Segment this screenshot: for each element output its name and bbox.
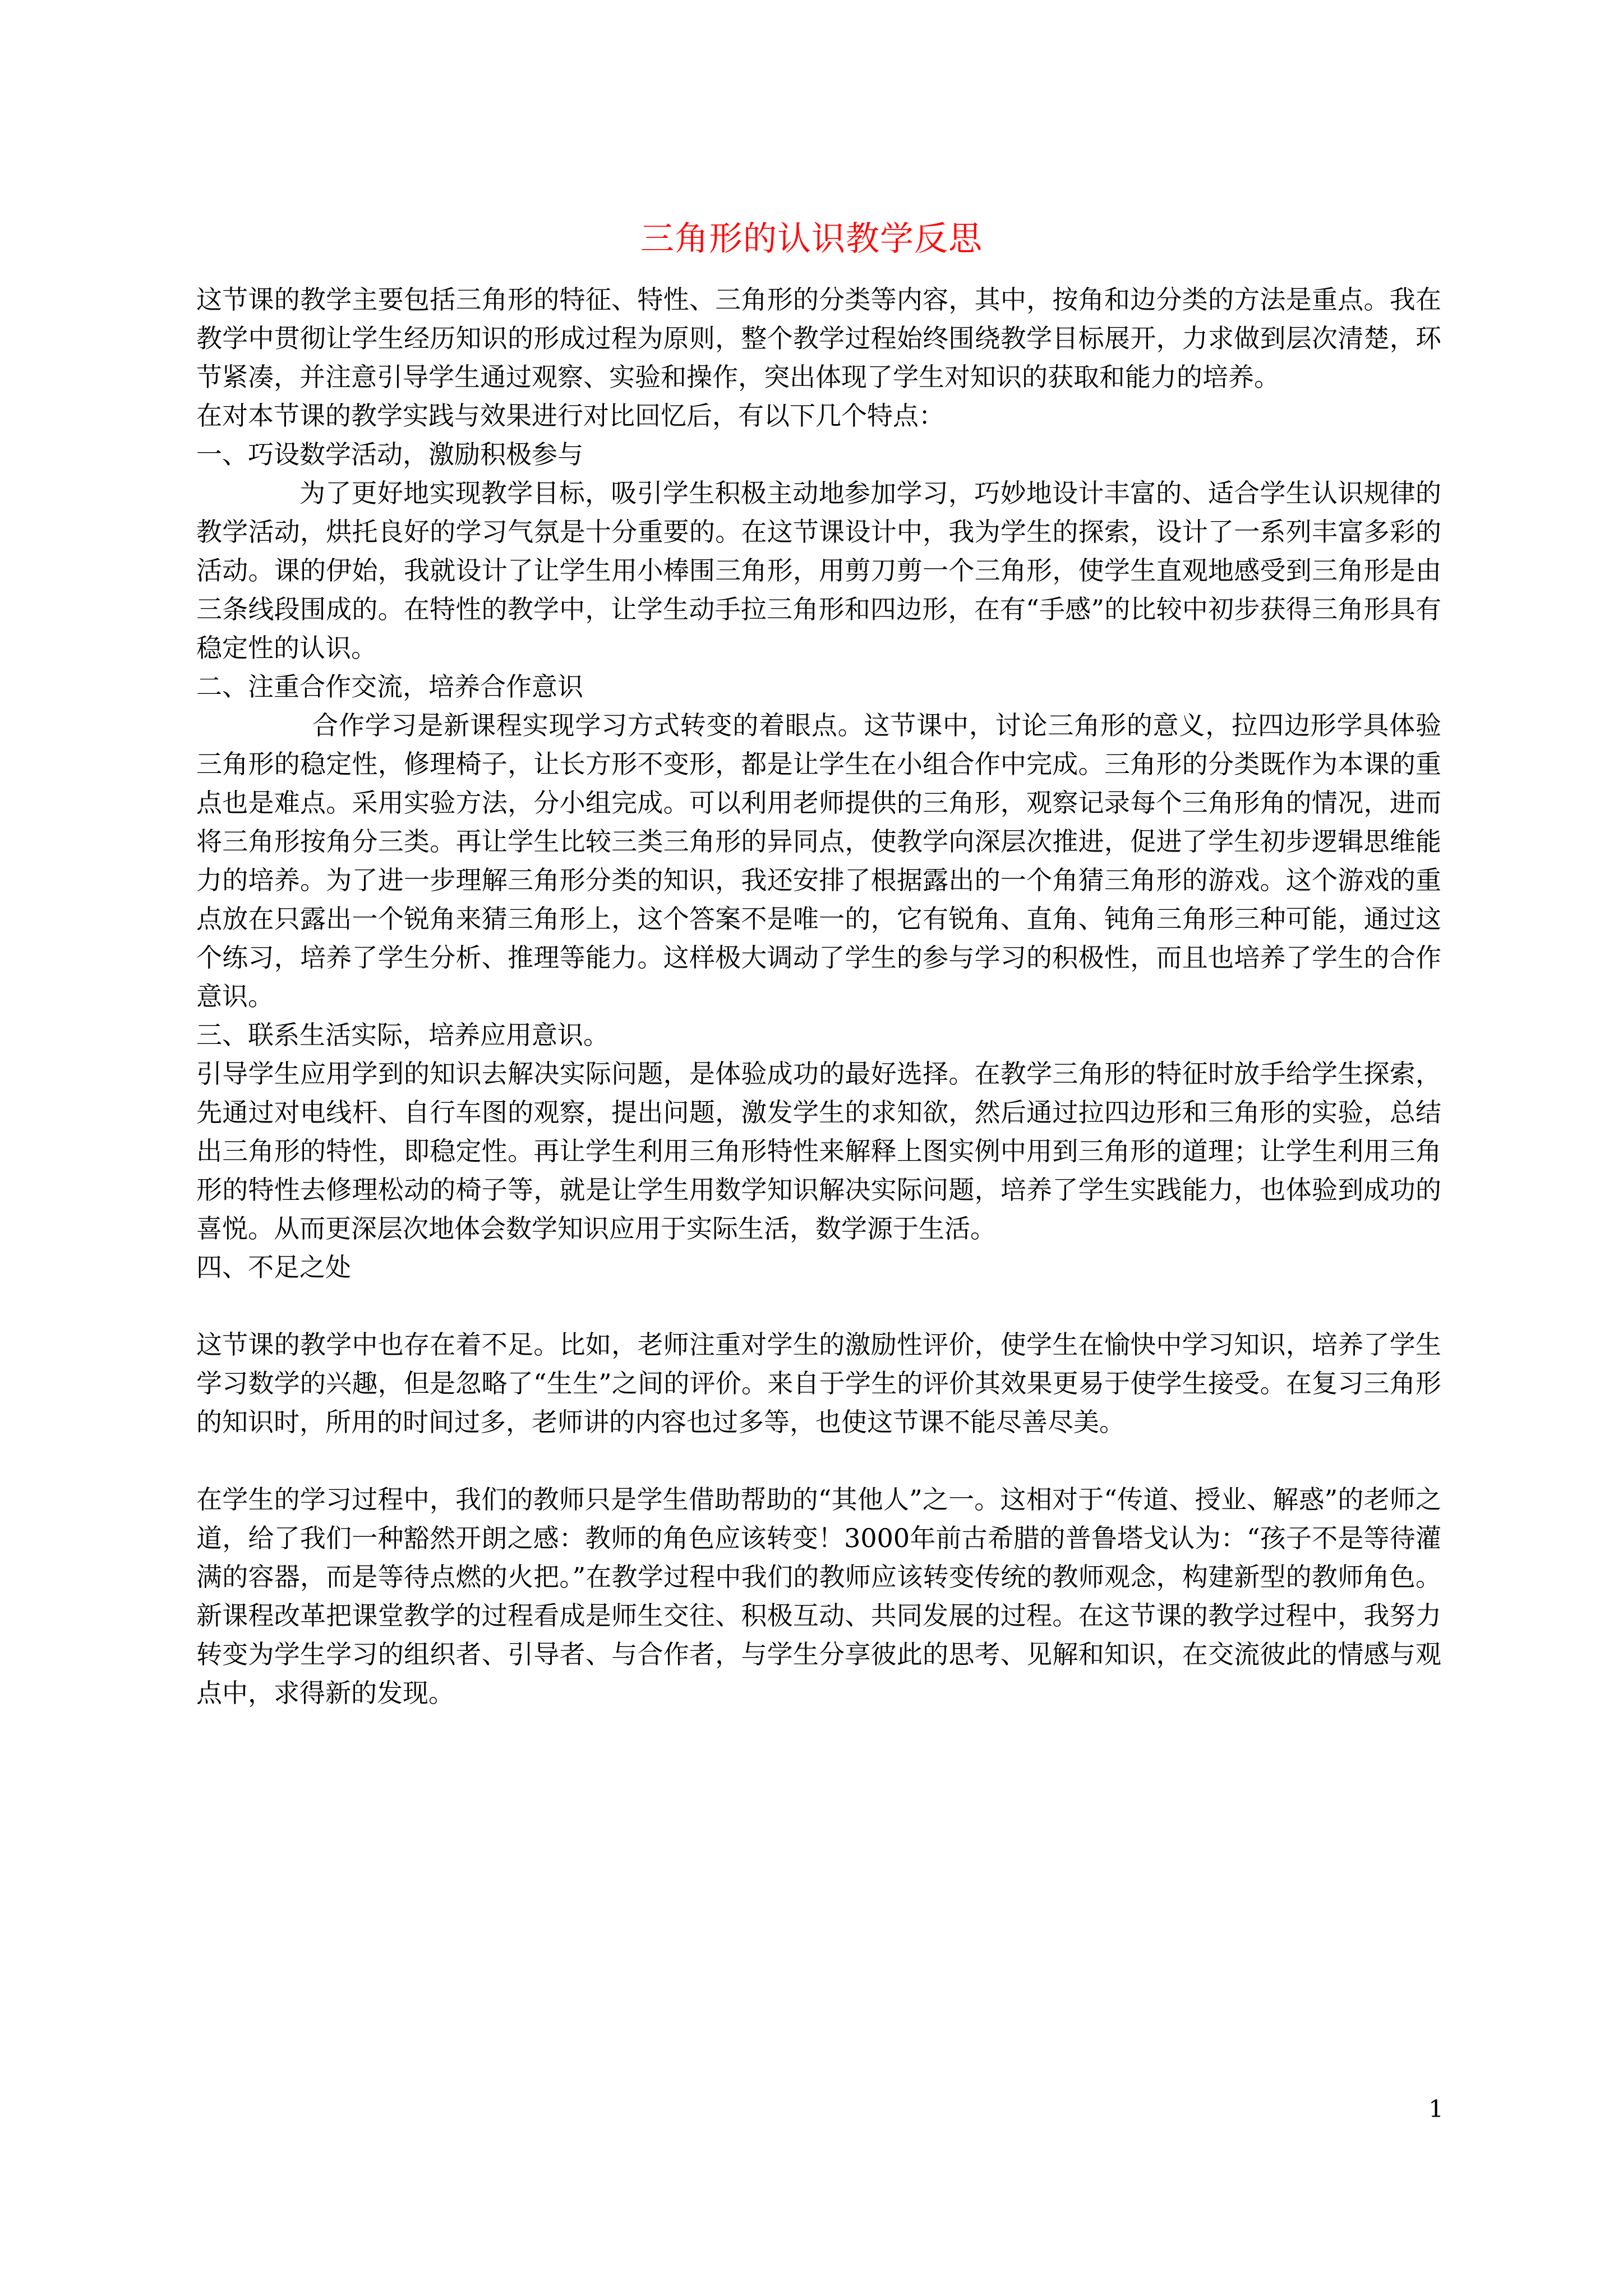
section-heading-2: 二、注重合作交流，培养合作意识 bbox=[196, 671, 583, 702]
section-heading-3: 三、联系生活实际，培养应用意识。 bbox=[196, 1020, 609, 1050]
section-1-paragraph: 为了更好地实现教学目标，吸引学生积极主动地参加学习，巧妙地设计丰富的、适合学生认识规律的教学活动，烘托良好的学习气氛是十分重要的。在这节课设计中，我为学生的探索，设计了一系列丰富多彩的活动。课的伊始，我就设计了让学生用小棒围三角形，用剪刀剪一个三角形，使学生直观地感受到三角形是由三条线段围成的。在特性的教学中，让学生动手拉三角形和四边形，在有“手感”的比较中初步获得三角形具有稳定性的认识。 bbox=[196, 478, 1441, 663]
page-number: 1 bbox=[1428, 2095, 1444, 2123]
intro-paragraph: 这节课的教学主要包括三角形的特征、特性、三角形的分类等内容，其中，按角和边分类的方法是重点。我在教学中贯彻让学生经历知识的形成过程为原则，整个教学过程始终围绕教学目标展开，力求做到层次清楚，环节紧凑，并注意引导学生通过观察、实验和操作，突出体现了学生对知识的获取和能力的培养。 bbox=[196, 284, 1441, 392]
document-body bbox=[196, 280, 1441, 1713]
section-3-paragraph: 引导学生应用学到的知识去解决实际问题，是体验成功的最好选择。在教学三角形的特征时放手给学生探索，先通过对电线杆、自行车图的观察，提出问题，激发学生的求知欲，然后通过拉四边形和三角形的实验，总结出三角形的特性，即稳定性。再让学生利用三角形特性来解释上图实例中用到三角形的道理；让学生利用三角形的特性去修理松动的椅子等，就是让学生用数学知识解决实际问题，培养了学生实践能力，也体验到成功的喜悦。从而更深层次地体会数学知识应用于实际生活，数学源于生活。 bbox=[196, 1059, 1441, 1244]
section-heading-4: 四、不足之处 bbox=[196, 1252, 351, 1282]
section-2-paragraph: 合作学习是新课程实现学习方式转变的着眼点。这节课中，讨论三角形的意义，拉四边形学具体验三角形的稳定性，修理椅子，让长方形不变形，都是让学生在小组合作中完成。三角形的分类既作为本课的重点也是难点。采用实验方法，分小组完成。可以利用老师提供的三角形，观察记录每个三角形角的情况，进而将三角形按角分三类。再让学生比较三类三角形的异同点，使教学向深层次推进，促进了学生初步逻辑思维能力的培养。为了进一步理解三角形分类的知识，我还安排了根据露出的一个角猜三角形的游戏。这个游戏的重点放在只露出一个锐角来猜三角形上，这个答案不是唯一的，它有锐角、直角、钝角三角形三种可能，通过这个练习，培养了学生分析、推理等能力。这样极大调动了学生的参与学习的积极性，而且也培养了学生的合作意识。 bbox=[196, 710, 1441, 1011]
section-4-paragraph: 这节课的教学中也存在着不足。比如，老师注重对学生的激励性评价，使学生在愉快中学习知识，培养了学生学习数学的兴趣，但是忽略了“生生”之间的评价。来自于学生的评价其效果更易于使学生接受。在复习三角形的知识时，所用的时间过多，老师讲的内容也过多等，也使这节课不能尽善尽美。 bbox=[196, 1329, 1441, 1437]
document-title: 三角形的认识教学反思 bbox=[640, 219, 983, 259]
section-heading-1: 一、巧设数学活动，激励积极参与 bbox=[196, 439, 583, 470]
closing-paragraph: 在学生的学习过程中，我们的教师只是学生借助帮助的“其他人”之一。这相对于“传道、授业、解惑”的老师之道，给了我们一种豁然开朗之感：教师的角色应该转变！3000年前古希腊的普鲁塔戈认为：“孩子不是等待灌满的容器，而是等待点燃的火把。”在教学过程中我们的教师应该转变传统的教师观念，构建新型的教师角色。新课程改革把课堂教学的过程看成是师生交往、积极互动、共同发展的过程。在这节课的教学过程中，我努力转变为学生学习的组织者、引导者、与合作者，与学生分享彼此的思考、见解和知识，在交流彼此的情感与观点中，求得新的发现。 bbox=[196, 1484, 1441, 1708]
paragraph-spacer bbox=[196, 1442, 1441, 1480]
paragraph-spacer bbox=[196, 1287, 1441, 1326]
summary-paragraph: 在对本节课的教学实践与效果进行对比回忆后，有以下几个特点： bbox=[196, 401, 944, 431]
